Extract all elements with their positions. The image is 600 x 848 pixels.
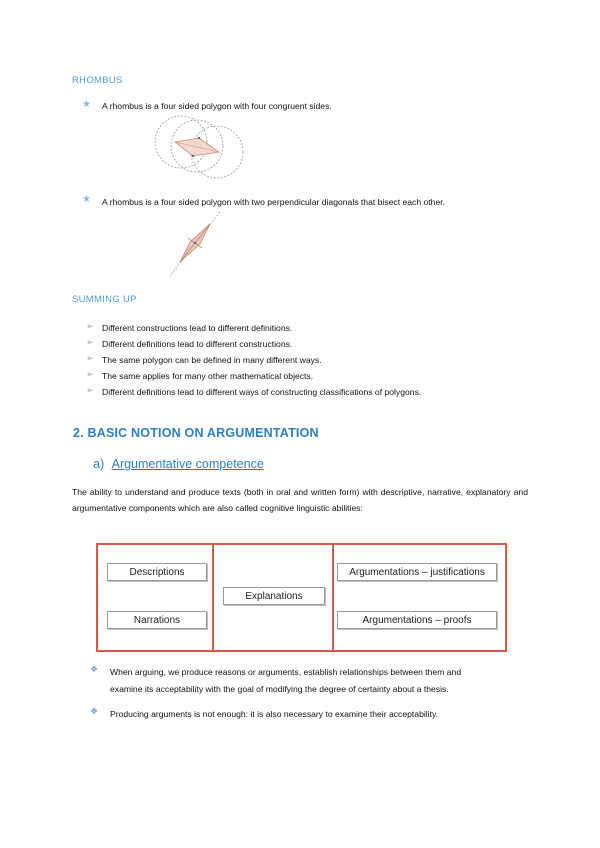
acceptability-bullet: Producing arguments is not enough: it is also necessary to examine their acceptability. — [110, 709, 439, 719]
arrow-bullet-icon: ➢ — [86, 369, 94, 379]
arrow-bullet-icon: ➢ — [86, 321, 94, 331]
subsection-title — [93, 457, 264, 471]
diamond-bullet-icon: ❖ — [90, 664, 99, 674]
subsection-label: Argumentative competence — [111, 457, 264, 471]
diagram-divider — [212, 545, 214, 650]
diagram-divider — [332, 545, 334, 650]
rhombus-heading: RHOMBUS — [72, 75, 123, 86]
narrations-box: Narrations — [107, 611, 207, 629]
summing-up-item: Different definitions lead to different constructions. — [102, 339, 293, 349]
summing-up-item: Different definitions lead to different ways of constructing classifications of polygons. — [102, 387, 422, 397]
argumentations-proofs-box: Argumentations – proofs — [337, 611, 497, 629]
rhombus-diagonals-figure — [160, 210, 224, 278]
explanations-box: Explanations — [223, 587, 325, 605]
arguing-bullet-line-2: examine its acceptability with the goal of modifying the degree of certainty about a thesis. — [110, 684, 449, 694]
rhombus-circles-figure — [143, 114, 247, 182]
rhombus-definition-2: A rhombus is a four sided polygon with two perpendicular diagonals that bisect each other. — [102, 197, 446, 207]
arguing-bullet-line-1: When arguing, we produce reasons or arguments, establish relationships between them and — [110, 667, 462, 677]
argumentative-competence-paragraph: The ability to understand and produce texts (both in oral and written form) with descriptive, narrative, explanatory and argumentative components which are also called cognitive linguistic abilities: — [72, 487, 528, 513]
diamond-bullet-icon: ❖ — [90, 706, 99, 716]
summing-up-item: Different constructions lead to different definitions. — [102, 323, 293, 333]
arrow-bullet-icon: ➢ — [86, 385, 94, 395]
subsection-marker: a) — [93, 457, 105, 471]
arrow-bullet-icon: ➢ — [86, 353, 94, 363]
summing-up-heading: SUMMING UP — [72, 294, 137, 305]
summing-up-item: The same polygon can be defined in many different ways. — [102, 355, 322, 365]
section-2-title: 2. BASIC NOTION ON ARGUMENTATION — [73, 426, 319, 440]
arrow-bullet-icon: ➢ — [86, 337, 94, 347]
summing-up-item: The same applies for many other mathematical objects. — [102, 371, 314, 381]
argumentations-justifications-box: Argumentations – justifications — [337, 563, 497, 581]
star-bullet-icon: ★ — [82, 99, 91, 110]
descriptions-box: Descriptions — [107, 563, 207, 581]
star-bullet-icon: ★ — [82, 194, 91, 205]
rhombus-definition-1: A rhombus is a four sided polygon with four congruent sides. — [102, 101, 332, 111]
